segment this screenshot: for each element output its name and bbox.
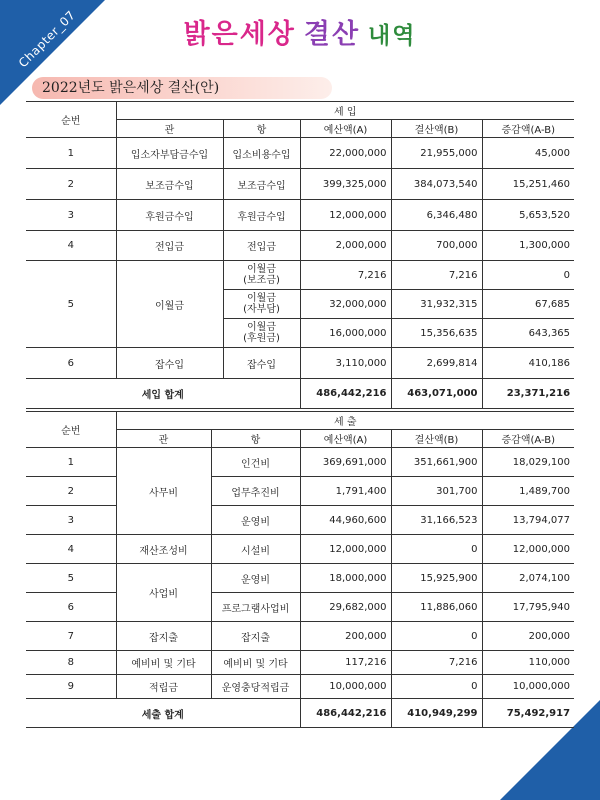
table-row [26, 506, 574, 535]
total-budget: 486,442,216 [300, 699, 391, 728]
table-row [26, 622, 574, 651]
header-settled: 결산액(B) [391, 430, 482, 448]
cell-gwan: 보조금수입 [116, 169, 223, 200]
cell-diff: 67,685 [482, 290, 574, 319]
cell-diff: 12,000,000 [482, 535, 574, 564]
cell-diff: 13,794,077 [482, 506, 574, 535]
cell-no: 6 [26, 348, 116, 379]
cell-hang: 잡수입 [223, 348, 300, 379]
cell-diff: 1,489,700 [482, 477, 574, 506]
cell-settled: 0 [391, 535, 482, 564]
header-gwan: 관 [116, 430, 211, 448]
cell-diff: 18,029,100 [482, 448, 574, 477]
table-row [26, 477, 574, 506]
cell-diff: 10,000,000 [482, 675, 574, 699]
header-diff: 증감액(A-B) [482, 120, 574, 138]
cell-hang: 운영충당적립금 [211, 675, 300, 699]
title-part-2: 결산 [303, 19, 361, 50]
total-diff: 23,371,216 [482, 379, 574, 409]
cell-hang: 업무추진비 [211, 477, 300, 506]
cell-budget: 369,691,000 [300, 448, 391, 477]
cell-gwan: 잡지출 [116, 622, 211, 651]
table-row [26, 535, 574, 564]
cell-hang: 이월금 (자부담) [223, 290, 300, 319]
cell-budget: 16,000,000 [300, 319, 391, 348]
cell-settled: 11,886,060 [391, 593, 482, 622]
cell-settled: 2,699,814 [391, 348, 482, 379]
title-part-1: 밝은세상 [183, 19, 296, 50]
cell-settled: 351,661,900 [391, 448, 482, 477]
cell-budget: 117,216 [300, 651, 391, 675]
table-row [26, 651, 574, 675]
header-diff: 증감액(A-B) [482, 430, 574, 448]
table-total-row [26, 699, 574, 728]
header-hang: 항 [223, 120, 300, 138]
cell-gwan: 적립금 [116, 675, 211, 699]
cell-hang: 운영비 [211, 506, 300, 535]
cell-no: 5 [26, 564, 116, 593]
header-gwan: 관 [116, 120, 223, 138]
table-row [26, 348, 574, 379]
cell-budget: 399,325,000 [300, 169, 391, 200]
total-diff: 75,492,917 [482, 699, 574, 728]
cell-diff: 2,074,100 [482, 564, 574, 593]
cell-no: 3 [26, 200, 116, 231]
cell-diff: 110,000 [482, 651, 574, 675]
cell-hang: 프로그램사업비 [211, 593, 300, 622]
header-budget: 예산액(A) [300, 430, 391, 448]
cell-hang: 이월금 (보조금) [223, 261, 300, 290]
cell-diff: 5,653,520 [482, 200, 574, 231]
total-settled: 410,949,299 [391, 699, 482, 728]
title-part-3: 내역 [368, 23, 417, 49]
cell-no: 1 [26, 448, 116, 477]
cell-gwan: 재산조성비 [116, 535, 211, 564]
cell-no: 5 [26, 261, 116, 348]
cell-no: 4 [26, 535, 116, 564]
cell-settled: 15,356,635 [391, 319, 482, 348]
expense-table [26, 411, 574, 728]
table-row [26, 261, 574, 290]
total-settled: 463,071,000 [391, 379, 482, 409]
cell-hang: 이월금 (후원금) [223, 319, 300, 348]
cell-no: 8 [26, 651, 116, 675]
cell-gwan: 사무비 [116, 448, 211, 535]
header-no: 순번 [26, 412, 116, 448]
cell-no: 2 [26, 169, 116, 200]
cell-settled: 6,346,480 [391, 200, 482, 231]
cell-gwan: 사업비 [116, 564, 211, 622]
cell-budget: 1,791,400 [300, 477, 391, 506]
cell-settled: 0 [391, 622, 482, 651]
cell-gwan: 전입금 [116, 231, 223, 261]
header-budget: 예산액(A) [300, 120, 391, 138]
cell-hang: 운영비 [211, 564, 300, 593]
cell-diff: 15,251,460 [482, 169, 574, 200]
cell-budget: 12,000,000 [300, 535, 391, 564]
cell-gwan: 후원금수입 [116, 200, 223, 231]
cell-diff: 1,300,000 [482, 231, 574, 261]
cell-hang: 전입금 [223, 231, 300, 261]
cell-no: 1 [26, 138, 116, 169]
total-budget: 486,442,216 [300, 379, 391, 409]
cell-settled: 384,073,540 [391, 169, 482, 200]
cell-no: 6 [26, 593, 116, 622]
cell-gwan: 예비비 및 기타 [116, 651, 211, 675]
cell-no: 9 [26, 675, 116, 699]
table-row [26, 593, 574, 622]
cell-budget: 200,000 [300, 622, 391, 651]
cell-settled: 7,216 [391, 261, 482, 290]
table-row [26, 448, 574, 477]
cell-diff: 45,000 [482, 138, 574, 169]
cell-budget: 3,110,000 [300, 348, 391, 379]
cell-hang: 예비비 및 기타 [211, 651, 300, 675]
cell-settled: 15,925,900 [391, 564, 482, 593]
table-row [26, 200, 574, 231]
chapter-label: Chapter_07 [15, 7, 79, 71]
table-row [26, 564, 574, 593]
cell-diff: 200,000 [482, 622, 574, 651]
cell-budget: 2,000,000 [300, 231, 391, 261]
cell-budget: 7,216 [300, 261, 391, 290]
cell-budget: 29,682,000 [300, 593, 391, 622]
income-section-label: 세 입 [116, 102, 574, 120]
cell-no: 3 [26, 506, 116, 535]
cell-budget: 18,000,000 [300, 564, 391, 593]
cell-no: 4 [26, 231, 116, 261]
table-row [26, 169, 574, 200]
cell-settled: 0 [391, 675, 482, 699]
cell-budget: 22,000,000 [300, 138, 391, 169]
page-title [0, 12, 600, 51]
table-row [26, 138, 574, 169]
cell-budget: 12,000,000 [300, 200, 391, 231]
section-subtitle: 2022년도 밝은세상 결산(안) [32, 77, 332, 99]
cell-diff: 643,365 [482, 319, 574, 348]
header-settled: 결산액(B) [391, 120, 482, 138]
cell-gwan: 입소자부담금수입 [116, 138, 223, 169]
cell-budget: 44,960,600 [300, 506, 391, 535]
cell-settled: 31,166,523 [391, 506, 482, 535]
cell-gwan: 잡수입 [116, 348, 223, 379]
cell-budget: 10,000,000 [300, 675, 391, 699]
table-row [26, 675, 574, 699]
cell-settled: 7,216 [391, 651, 482, 675]
cell-hang: 시설비 [211, 535, 300, 564]
cell-diff: 17,795,940 [482, 593, 574, 622]
cell-gwan: 이월금 [116, 261, 223, 348]
cell-diff: 0 [482, 261, 574, 290]
cell-settled: 21,955,000 [391, 138, 482, 169]
total-label: 세입 합계 [26, 379, 300, 409]
cell-settled: 301,700 [391, 477, 482, 506]
expense-section-label: 세 출 [116, 412, 574, 430]
cell-diff: 410,186 [482, 348, 574, 379]
cell-hang: 보조금수입 [223, 169, 300, 200]
income-table [26, 101, 574, 409]
header-hang: 항 [211, 430, 300, 448]
table-total-row [26, 379, 574, 409]
cell-no: 2 [26, 477, 116, 506]
cell-no: 7 [26, 622, 116, 651]
cell-hang: 후원금수입 [223, 200, 300, 231]
cell-hang: 인건비 [211, 448, 300, 477]
cell-settled: 700,000 [391, 231, 482, 261]
cell-budget: 32,000,000 [300, 290, 391, 319]
cell-settled: 31,932,315 [391, 290, 482, 319]
total-label: 세출 합계 [26, 699, 300, 728]
table-row [26, 231, 574, 261]
cell-hang: 입소비용수입 [223, 138, 300, 169]
header-no: 순번 [26, 102, 116, 138]
cell-hang: 잡지출 [211, 622, 300, 651]
